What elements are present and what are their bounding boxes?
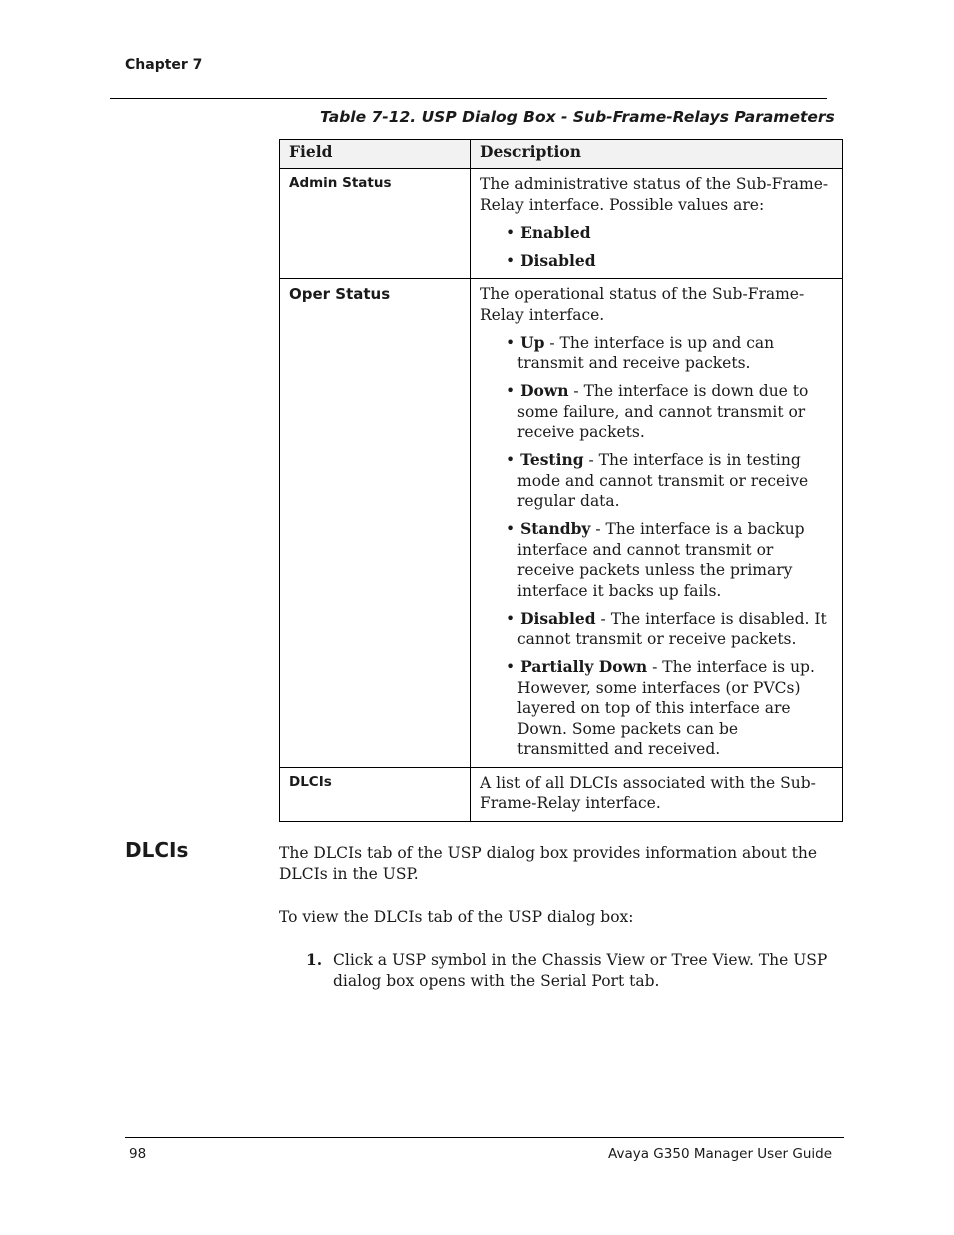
list-item: • Disabled xyxy=(506,250,596,270)
option-term: Down xyxy=(520,381,569,400)
list-item: • Up - The interface is up and can transmit and receive packets. xyxy=(506,332,775,372)
option-term: Standby xyxy=(520,519,591,538)
table-row xyxy=(280,767,843,821)
list-item: • Testing - The interface is in testing mode and cannot transmit or receive regular data. xyxy=(506,450,809,510)
option-term: Testing xyxy=(520,450,584,469)
step-text: Click a USP symbol in the Chassis View or Tree View. The USP dialog box opens with the Serial Port tab. xyxy=(333,951,828,990)
description-text: The administrative status of the Sub-Frame-Relay interface. Possible values are: xyxy=(480,175,829,214)
description-text: The operational status of the Sub-Frame-Relay interface. xyxy=(480,285,805,324)
chapter-label: Chapter 7 xyxy=(125,57,203,73)
option-text: - The interface is disabled. It cannot transmit or receive packets. xyxy=(517,609,827,648)
list-item: • Enabled xyxy=(506,222,591,242)
option-term: Enabled xyxy=(520,222,591,242)
option-list xyxy=(480,333,833,760)
step-number: 1. xyxy=(306,950,323,969)
field-cell: Oper Status xyxy=(280,279,471,768)
table-row xyxy=(280,279,843,768)
option-text: - The interface is up. However, some interfaces (or PVCs) layered on top of this interface are Down. Some packets can be transmitted and received. xyxy=(517,658,815,758)
list-item: • Down - The interface is down due to some failure, and cannot transmit or receive packets. xyxy=(506,381,809,441)
description-cell xyxy=(471,169,843,279)
header-rule xyxy=(110,98,827,99)
table-header-row xyxy=(280,140,843,169)
option-term: Partially Down xyxy=(520,657,648,676)
page-number: 98 xyxy=(129,1146,147,1162)
guide-title: Avaya G350 Manager User Guide xyxy=(608,1146,832,1162)
field-cell: DLCIs xyxy=(280,767,471,821)
option-text: - The interface is up and can transmit and receive packets. xyxy=(517,333,775,372)
option-term: Disabled xyxy=(520,250,596,270)
description-cell xyxy=(471,279,843,768)
table-row xyxy=(280,169,843,279)
option-list xyxy=(480,223,833,272)
parameters-table xyxy=(279,139,843,822)
option-term: Disabled xyxy=(520,608,596,628)
column-header-description: Description xyxy=(471,140,843,169)
field-cell: Admin Status xyxy=(280,169,471,279)
option-term: Up xyxy=(520,332,545,352)
option-text: - The interface is a backup interface and cannot transmit or receive packets unless the primary interface it backs up fails. xyxy=(517,520,805,600)
column-header-field: Field xyxy=(280,140,471,169)
description-cell: A list of all DLCIs associated with the Sub-Frame-Relay interface. xyxy=(471,767,843,821)
section-paragraph: To view the DLCIs tab of the USP dialog box: xyxy=(279,908,634,926)
option-text: - The interface is down due to some failure, and cannot transmit or receive packets. xyxy=(517,382,809,441)
table-caption: Table 7-12. USP Dialog Box - Sub-Frame-Relays Parameters xyxy=(320,108,835,126)
procedure-step xyxy=(306,950,843,991)
list-item: • Partially Down - The interface is up. However, some interfaces (or PVCs) layered on top of this interface are Down. Some packets can be transmitted and received. xyxy=(506,657,815,758)
list-item: • Disabled - The interface is disabled. It cannot transmit or receive packets. xyxy=(506,608,827,648)
section-title: DLCIs xyxy=(125,838,189,862)
footer-rule xyxy=(125,1137,844,1138)
list-item: • Standby - The interface is a backup interface and cannot transmit or receive packets unless the primary interface it backs up fails. xyxy=(506,519,805,600)
option-text: - The interface is in testing mode and cannot transmit or receive regular data. xyxy=(517,451,809,510)
section-paragraph: The DLCIs tab of the USP dialog box provides information about the DLCIs in the USP. xyxy=(279,844,818,883)
